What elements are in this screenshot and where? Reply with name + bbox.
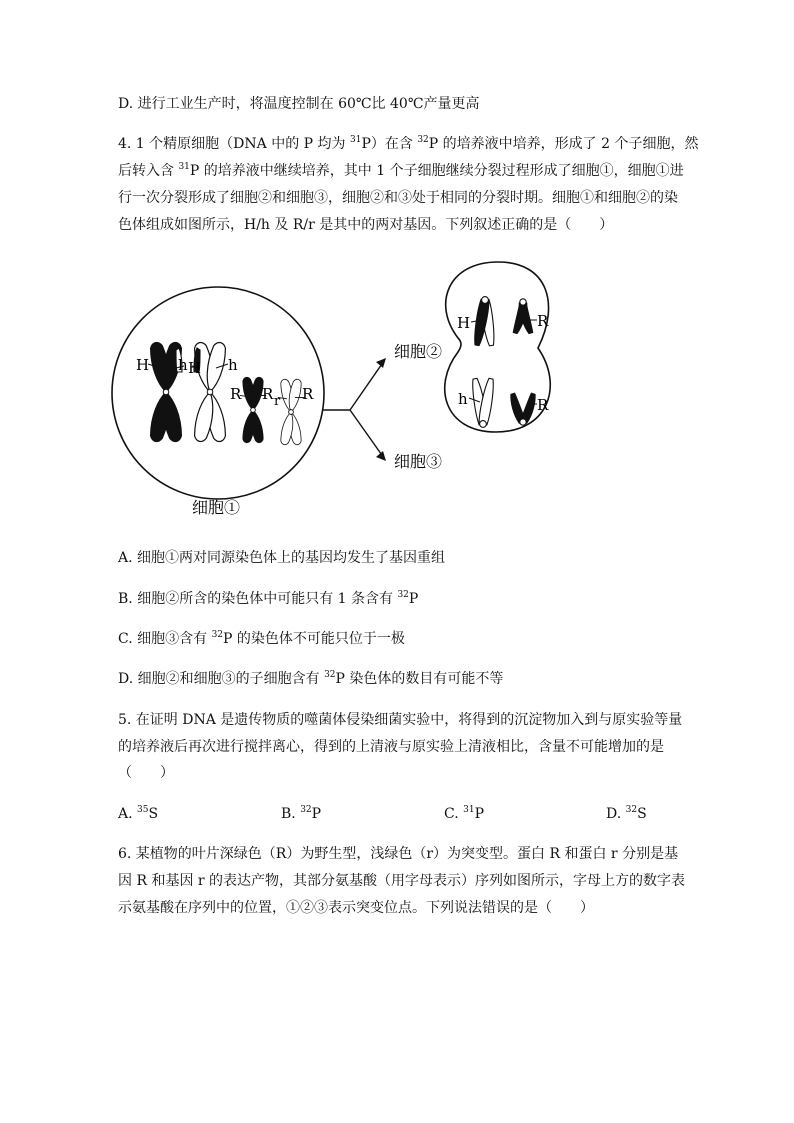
gene-label-H-2: H xyxy=(188,359,202,377)
q4-stem-line3: 行一次分裂形成了细胞②和细胞③，细胞②和③处于相同的分裂时期。细胞①和细胞②的染 xyxy=(118,190,678,206)
q5-option-d: D. $^{32}$S xyxy=(606,805,647,822)
cell3-label: 细胞③ xyxy=(394,452,443,471)
cell1-label: 细胞① xyxy=(192,498,241,517)
gene-label-R-3: R xyxy=(302,385,314,403)
q4-option-a: A. 细胞①两对同源染色体上的基因均发生了基因重组 xyxy=(118,550,446,566)
cell2-label: 细胞② xyxy=(394,342,443,361)
gene-label-R-cell2-top: R xyxy=(537,312,549,330)
q5-option-a: A. $^{35}$S xyxy=(118,805,159,822)
gene-label-h-1: h xyxy=(178,356,188,374)
q6-stem-line3: 示氨基酸在序列中的位置，①②③表示突变位点。下列说法错误的是（ ） xyxy=(118,900,594,916)
gene-label-h-2: h xyxy=(228,356,238,374)
q5-stem-line2: 的培养液后再次进行搅拌离心，得到的上清液与原实验上清液相比，含量不可能增加的是 xyxy=(118,739,664,755)
gene-label-h-cell2: h xyxy=(458,390,468,408)
gene-label-R-2: R xyxy=(262,385,274,403)
gene-label-r: r xyxy=(274,394,281,409)
q5-option-c: C. $^{31}$P xyxy=(444,805,484,822)
division-arrows xyxy=(322,361,384,458)
q5-stem-line1: 5. 在证明 DNA 是遗传物质的噬菌体侵染细菌实验中，将得到的沉淀物加入到与原实验等量 xyxy=(118,712,683,728)
gene-label-H-1: H xyxy=(136,356,150,374)
arrow-head-down xyxy=(376,451,386,461)
cell-division-figure xyxy=(0,0,794,540)
q4-stem-line4: 色体组成如图所示，H/h 及 R/r 是其中的两对基因。下列叙述正确的是（ ） xyxy=(118,217,614,233)
q5-option-b: B. $^{32}$P xyxy=(281,805,322,822)
q3-option-d: D. 进行工业生产时，将温度控制在 60℃比 40℃产量更高 xyxy=(118,96,480,112)
q4-stem-line1: 4. 1 个精原细胞（DNA 中的 P 均为 $^{31}$P）在含 $^{32}$P 的培养液中培养，形成了 2 个子细胞，然 xyxy=(118,135,699,152)
q4-stem-line2: 后转入含 $^{31}$P 的培养液中继续培养，其中 1 个子细胞继续分裂过程形成了细胞①，细胞①进 xyxy=(118,162,684,179)
q6-stem-line2: 因 R 和基因 r 的表达产物，其部分氨基酸（用字母表示）序列如图所示，字母上方的数字表 xyxy=(118,873,686,889)
gene-label-H-cell2: H xyxy=(457,314,471,332)
gene-label-R-1: R xyxy=(230,385,242,403)
q4-option-b: B. 细胞②所含的染色体中可能只有 1 条含有 $^{32}$P xyxy=(118,590,419,607)
q4-option-c: C. 细胞③含有 $^{32}$P 的染色体不可能只位于一极 xyxy=(118,630,405,647)
q5-stem-line3: （ ） xyxy=(118,765,174,781)
q4-option-d: D. 细胞②和细胞③的子细胞含有 $^{32}$P 染色体的数目有可能不等 xyxy=(118,670,504,687)
q6-stem-line1: 6. 某植物的叶片深绿色（R）为野生型，浅绿色（r）为突变型。蛋白 R 和蛋白 r 分别是基 xyxy=(118,846,679,862)
gene-label-R-cell2-bottom: R xyxy=(537,396,549,414)
